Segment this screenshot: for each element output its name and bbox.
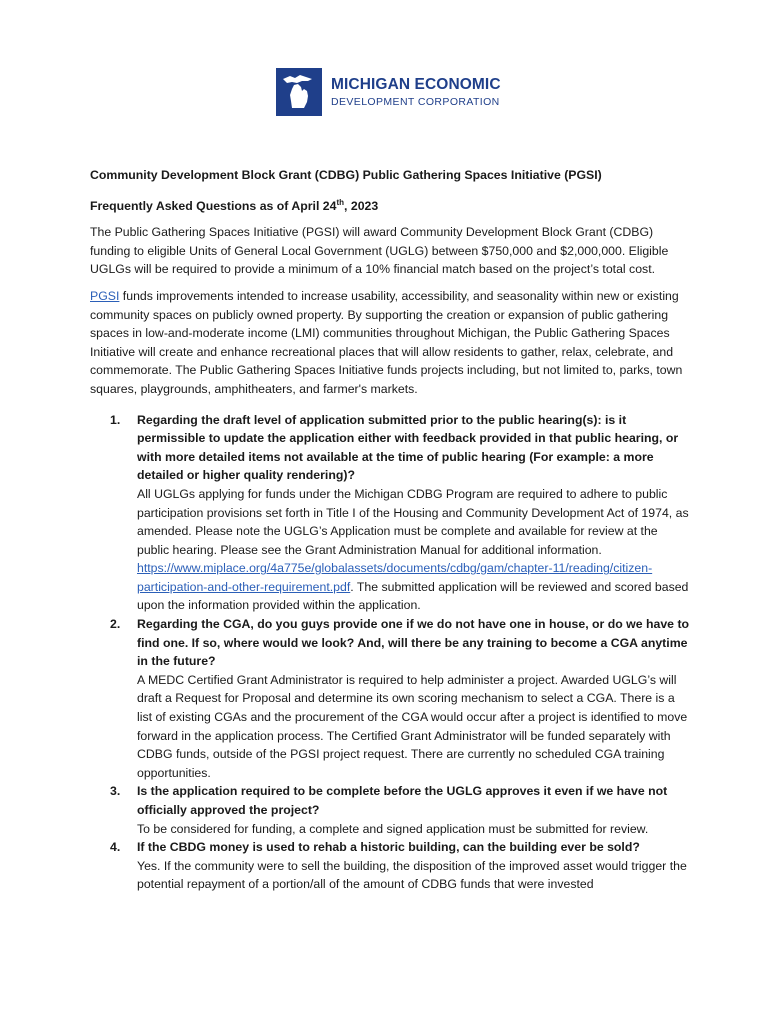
faq-item <box>110 615 690 782</box>
faq-question: If the CBDG money is used to rehab a historic building, can the building ever be sold? <box>137 840 640 855</box>
pgsi-paragraph-text: funds improvements intended to increase usability, accessibility, and seasonality within new or existing community spaces on publicly owned property. By supporting the creation or expansion of public gathering spaces in low-and-moderate income (LMI) communities throughout Michigan, the Public Gathering Spaces Initiative will create and enhance recreational places that will allow residents to gather, relax, celebrate, and commemorate. The Public Gathering Spaces Initiative funds projects including, but not limited to, parks, town squares, playgrounds, amphitheaters, and farmer's markets. <box>90 288 683 396</box>
logo-org-line2: DEVELOPMENT CORPORATION <box>331 95 500 108</box>
pgsi-paragraph <box>90 287 690 399</box>
faq-number: 2. <box>110 617 121 632</box>
document-title: Community Development Block Grant (CDBG) Public Gathering Spaces Initiative (PGSI) <box>90 168 602 182</box>
faq-item <box>110 411 690 616</box>
faq-answer-text: All UGLGs applying for funds under the Michigan CDBG Program are required to adhere to public participation provisions set forth in Title I of the Housing and Community Development Act of 1974, as amended. Please note the UGLG’s Application must be complete and available for review at the public hearing. Please see the Grant Administration Manual for additional information. <box>137 486 689 557</box>
medc-logo <box>276 68 501 116</box>
subtitle-suffix: , 2023 <box>344 198 379 213</box>
document-body <box>90 166 690 894</box>
faq-question: Regarding the draft level of application submitted prior to the public hearing(s): is it permissible to update the application either with feedback provided in that public hearing, or with more detailed items not available at the time of public hearing (For example: a more detailed or higher quality rendering)? <box>137 412 679 483</box>
faq-answer: To be considered for funding, a complete and signed application must be submitted for review. <box>137 821 649 836</box>
document-subtitle <box>90 197 690 216</box>
faq-answer: Yes. If the community were to sell the building, the disposition of the improved asset would trigger the potential repayment of a portion/all of the amount of CDBG funds that were invested <box>137 858 687 892</box>
faq-list <box>90 411 690 894</box>
faq-question: Is the application required to be complete before the UGLG approves it even if we have not officially approved the project? <box>137 784 668 817</box>
faq-answer <box>137 485 690 615</box>
subtitle-superscript: th <box>336 197 345 207</box>
faq-answer: A MEDC Certified Grant Administrator is required to help administer a project. Awarded UGLG’s will draft a Request for Proposal and determine its own scoring mechanism to select a CGA. There is a list of existing CGAs and the procurement of the CGA would occur after a project is identified to move forward in the application process. The Certified Grant Administrator will be funded separately with CDBG funds, outside of the PGSI project request. There are currently no scheduled CGA training opportunities. <box>137 672 688 780</box>
faq-item <box>110 838 690 894</box>
intro-paragraph: The Public Gathering Spaces Initiative (PGSI) will award Community Development Block Grant (CDBG) funding to eligible Units of General Local Government (UGLG) between $750,000 and $2,000,000. Eligible UGLGs will be required to provide a minimum of a 10% financial match based on the project’s total cost. <box>90 225 669 277</box>
faq-item <box>110 782 690 838</box>
faq-number: 1. <box>110 412 121 427</box>
faq-answer-text-after-link: . The submitted application will be reviewed and scored based upon the information provided within the application. <box>137 579 689 613</box>
faq-question: Regarding the CGA, do you guys provide one if we do not have one in house, or do we have to find one. If so, where would we look? And, will there be any training to become a CGA anytime in the future? <box>137 617 690 669</box>
pgsi-link[interactable]: PGSI <box>90 288 120 303</box>
logo-org-line1: MICHIGAN ECONOMIC <box>331 76 501 93</box>
subtitle-prefix: Frequently Asked Questions as of April 24 <box>90 198 337 213</box>
gam-chapter-link[interactable]: https://www.miplace.org/4a775e/globalassets/documents/cdbg/gam/chapter-11/reading/citizen-participation-and-other-requirement.pdf <box>137 561 653 594</box>
faq-number: 4. <box>110 840 121 855</box>
michigan-mitten-icon <box>276 68 322 116</box>
faq-number: 3. <box>110 784 121 799</box>
